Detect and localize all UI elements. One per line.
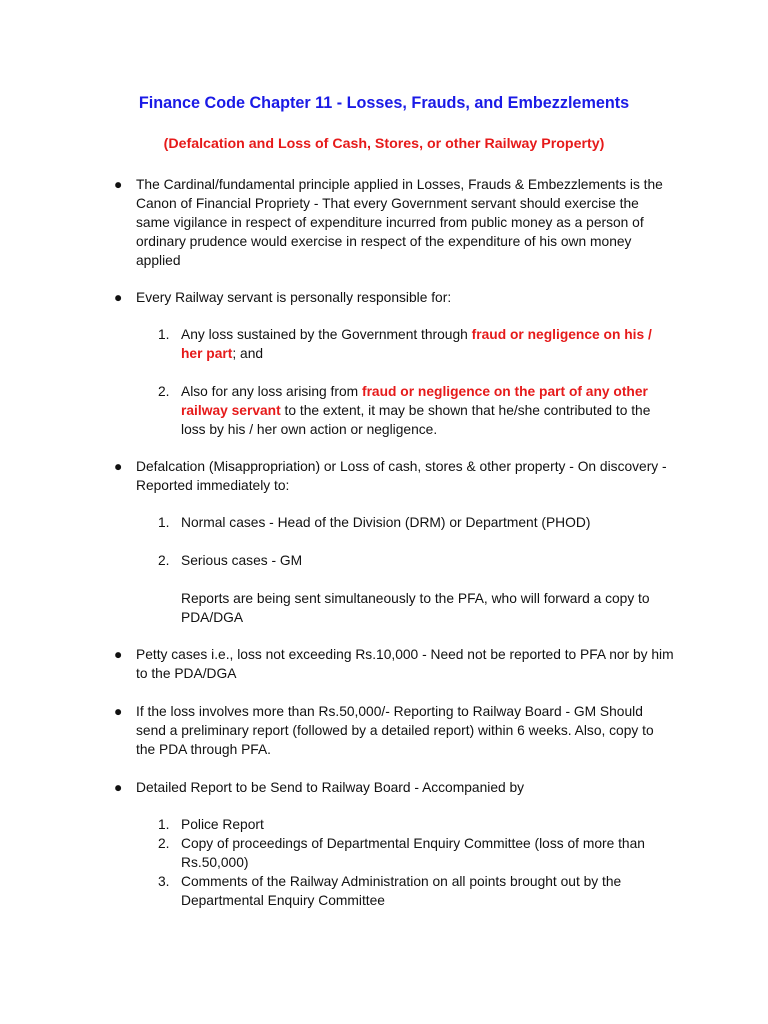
list-number: 2. [158,384,170,399]
list-text: Police Report [181,817,264,832]
list-text-highlight: fraud or negligence on his / her part [181,327,652,361]
bullet-text: The Cardinal/fundamental principle applied in Losses, Frauds & Embezzlements is the Canon of Financial Propriety - That every Government servant should exercise the same vigilance in respect of expenditure incurred from public money as a person of ordinary prudence would exercise in respect of the expenditure of his own money applied [136,177,663,268]
page-title: Finance Code Chapter 11 - Losses, Frauds, and Embezzlements [138,94,630,112]
list-text: Normal cases - Head of the Division (DRM) or Department (PHOD) [181,515,591,530]
list-number: 2. [158,553,170,568]
note-paragraph: Reports are being sent simultaneously to the PFA, who will forward a copy to PDA/DGA [181,591,650,625]
list-number: 1. [158,817,170,832]
bullet-text: Detailed Report to be Send to Railway Board - Accompanied by [136,780,525,795]
list-text-plain: ; and [232,346,264,361]
list-text: Serious cases - GM [181,553,303,568]
bullet-text: If the loss involves more than Rs.50,000/- Reporting to Railway Board - GM Should send a preliminary report (followed by a detailed report) within 6 weeks. Also, copy to the PDA through PFA. [136,704,654,757]
list-text [181,382,661,439]
list-text: Comments of the Railway Administration on all points brought out by the Departmental Enquiry Committee [181,874,622,908]
bullet-text: Defalcation (Misappropriation) or Loss of cash, stores & other property - On discovery - Reported immediately to: [136,459,667,493]
list-text-plain: Also for any loss arising from [181,384,362,399]
list-text-plain: Any loss sustained by the Government through [181,327,472,342]
bullet-dot: ● [114,780,123,795]
bullet-dot: ● [114,177,123,192]
bullet-dot: ● [114,290,123,305]
list-text-highlight: fraud or negligence on the part of any other railway servant [181,384,648,418]
list-number: 1. [158,327,170,342]
list-number: 2. [158,836,170,851]
bullet-dot: ● [114,647,123,662]
bullet-text: Petty cases i.e., loss not exceeding Rs.10,000 - Need not be reported to PFA nor by him to the PDA/DGA [136,647,674,681]
list-number: 3. [158,874,170,889]
list-text-plain: to the extent, it may be shown that he/she contributed to the loss by his / her own action or negligence. [181,403,651,437]
list-text: Copy of proceedings of Departmental Enquiry Committee (loss of more than Rs.50,000) [181,836,645,870]
list-text [181,325,661,363]
list-number: 1. [158,515,170,530]
bullet-dot: ● [114,704,123,719]
bullet-dot: ● [114,459,123,474]
page-subtitle: (Defalcation and Loss of Cash, Stores, or other Railway Property) [163,136,605,152]
bullet-text: Every Railway servant is personally responsible for: [136,290,452,305]
